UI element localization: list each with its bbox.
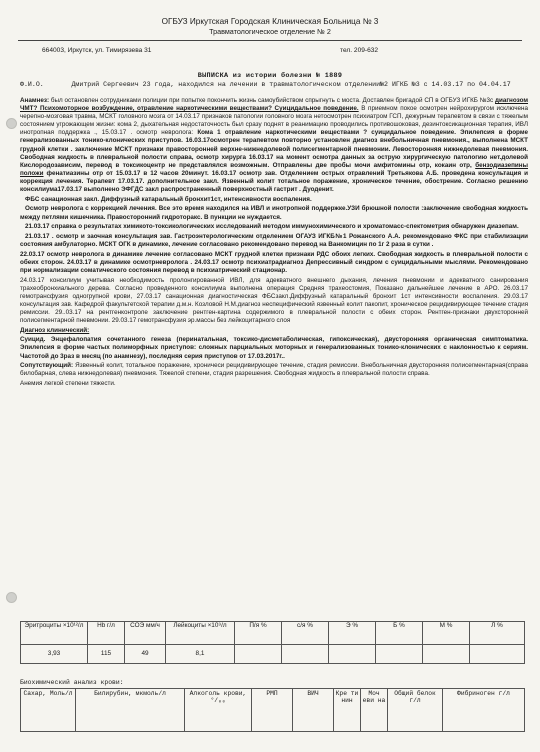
patient-info xyxy=(20,81,525,89)
anamnesis-text: был остановлен сотрудниками полиции при попытке покончить жизнь самоубийством спрыгнуть с моста. Доставлен бригадой СП в ОГБУЗ ИГКБ №3с xyxy=(50,97,494,104)
document-title: ВЫПИСКА из истории болезни № 1889 xyxy=(197,72,343,80)
anamnesis-text: Эпилепсия в форме генерализованных тонико-клонических приступов. 16.03.17осмотрен терапевтом повторно установлен диагноз внебольничная пневмония., выполнена МСКТ грудной клетки . заключение МСКТ признаки правосторонней верхне-нижнедолевой полисегментарной пневмонии. Левосторонняя нижнедолевая пневмония. Свободная жидкость в плевральной полости справа, осмотр хирурга 16.03.17 на момент осмотра данных за острую хирургическую патологию нет.долевой Кислородозависим, перевод в токсикоцентр не представлялся возможным. Отправлены две пробы мочи амфитомины отр, кокаин отр, xyxy=(20,129,528,169)
hospital-phone: тел. 209-632 xyxy=(340,47,379,54)
hospital-address: 664003, Иркутск, ул. Тимирязева 31 xyxy=(42,47,152,54)
table-header-cell: Фибриноген г/л xyxy=(443,689,525,732)
anamnesis-paragraph xyxy=(20,97,528,194)
table-header-cell: РМП xyxy=(252,689,293,732)
hospital-name: ОГБУЗ Иркутская Городская Клиническая Больница № 3 xyxy=(161,17,379,26)
table-header-cell: Лейкоциты ×10⁹/л xyxy=(166,622,235,645)
diagnosis-main: Суицид. Энцефалопатия сочетанного генеза (перинатальная, токсико-дисметаболическая, гипоксическая), двусторонняя органическая симптоматика. Эпилепсия в форме частых полиморфных приступов: сложных парциальных моторных и генерализованных тонико-клонических с наклонностью к сериям. Частотой до 3раз в месяц (по анамнезу), последняя серия приступов от 17.03.2017г.. xyxy=(20,336,528,360)
table-cell xyxy=(282,645,329,664)
consultation-text: 21.03.17 . осмотр и заочная консультация зав. Гастроэнтерологическим отделением ОГАУЗ ИГКБ№1 Рожанского А.А. рекомендовано ФКС при стабилизации состояния амбулаторно. МСКТ ОГК в динамике, лечение согласовано рекомендовано xyxy=(20,232,528,248)
biochemistry-table xyxy=(20,688,525,732)
table-header-cell: с/я % xyxy=(282,622,329,645)
punch-hole xyxy=(6,118,17,129)
anamnesis-text: фенатиазины отр от 15.03.17 в 12 часов 20минут. 16.03.17 осмотр зав. Отделением острых отравлений Третьякова А.Б. проведена консультация и коррекция лечения. Терапевт 17.03.17. дополнительное закл. Язвенный колит тотальное поражение, хроническое течение, обострение. Согласно решению консилиума17.03.17 выполнено ЭФГДС закл распространенный поверхностный гастрит . Дуоденит. xyxy=(20,169,529,194)
fio-text: Дмитрий Сергеевич 23 года, находился на лечении в травматологическом отделении№2 ИГКБ №3 с 14.03.17 по 04.04.17 xyxy=(71,81,511,88)
table-header-cell: Кре ти нин xyxy=(334,689,361,732)
comorbid-text: Язвенный колит, тотальное поражение, хроничеси рецидивирующее течение, стадия ремиссии. Внебольничная двусторонняя полисегментарная(справа билобарная, слева нижнедолевая) пневмония. Тяжелой степени, стадия разрешения. Свободная жидкость в плевральной полости справа. xyxy=(20,362,528,378)
table-header-cell: Hb г/л xyxy=(88,622,125,645)
table-header-cell: Алкоголь крови, °/₀₀ xyxy=(185,689,252,732)
header-rule xyxy=(18,40,522,41)
table-header-cell: Б % xyxy=(376,622,423,645)
consultation-text: перевод на Ванкомицин по 1г 2 раза в сутки . xyxy=(291,240,434,248)
diagnosis-label: Диагноз клинический: xyxy=(20,326,90,334)
table-header-cell: П/я % xyxy=(235,622,282,645)
punch-hole xyxy=(6,592,17,603)
table-header-cell: Билирубин, мкмоль/л xyxy=(76,689,185,732)
fio-label: Ф.И.О. xyxy=(20,81,44,88)
fbs-paragraph: ФБС санационная закл. Диффузный катаральный бронхит1ст, интенсивности воспаления. xyxy=(25,195,312,203)
table-cell xyxy=(376,645,423,664)
table-header-cell: Сахар, Моль/л xyxy=(21,689,76,732)
consultation-paragraph xyxy=(20,233,528,249)
neurologist-paragraph: Осмотр невролога с коррекцией лечения. Все это время находился на ИВЛ и инотропной поддержке.УЗИ брюшной полости :заключение свободная жидкость между петлями кишечника. Правосторонний гидроторакс. В пункции не нуждается. xyxy=(20,205,528,221)
table-header-cell: Л % xyxy=(470,622,525,645)
toxicology-paragraph: 21.03.17 справка о результатах химикото-токсикологических исследований методом иммунохимического и хроматомасс-спектометрия обнаружен диазепам. xyxy=(25,223,519,231)
biochemistry-label: Биохимический анализ крови: xyxy=(20,679,124,686)
table-cell: 115 xyxy=(88,645,125,664)
admission-diagnosis: диагнозом ЧМТ? Психомоторное возбуждение, отравление наркотическими веществами? Суицидальное поведение. xyxy=(20,97,528,113)
table-header-cell: М % xyxy=(423,622,470,645)
table-header-cell: Моч еви на xyxy=(361,689,388,732)
dynamics-paragraph: 22.03.17 осмотр невролога в динамике лечение согласовано МСКТ грудной клетки признаки РДС обоих легких. Свободная жидкость в плевральной полости с обеих сторон. 24.03.17 в динамике осмотрневролога . 24.03.17 осмотр психиатрадиагноз Депрессивный синдром с суицидальными мыслями. Рекомендовано при нормализации соматического состояния перевод в психиатрический стационар. xyxy=(20,250,528,274)
anamnesis-text: Кома 1 отравление наркотическими веществами ? суицидальное поведение. xyxy=(197,129,456,137)
anamnesis-text: В приемном покое осмотрен нейрохирургом исключена черепно-мозговая травма, МСКТ головного мозга от 14.03.17 признаков патологии головного мозга нетосмотрен психиатром ГСП, дежурным терапевтом в связи с тяжелым состоянием угрожающем жизни: кома 2, дыхательная недостаточность был сразу поднят в реанимацию проводились противошоковая, дезинтоксикационная терапия, ИВЛ инотропная поддержка ., 15.03.17 . осмотр невролога: xyxy=(20,105,528,137)
table-header-cell: ВИЧ xyxy=(293,689,334,732)
table-header-cell: Эритроциты ×10¹²/л xyxy=(21,622,88,645)
anamnesis-label: Анамнез: xyxy=(20,97,50,104)
table-cell: 3,93 xyxy=(21,645,88,664)
table-cell xyxy=(329,645,376,664)
department-name: Травматологическое отделение № 2 xyxy=(209,27,331,36)
council-paragraph: 24.03.17 консилиум учитывая необходимость пролонгированной ИВЛ, для адекватного внешнего дыхания, лечения пневмонии и адекватного санирования трахеобронхиального дерева. Согласно проведенного консилиума выполнена операция Средняя трахеостомия, Показано дальнейшее лечение в АРО. 26.03.17 гемотрансфузия одногрупной крови, 27.03.17 санационная диагностическая ФБСзакл.Диффузный катаральный бронхит 1ст интенсивности воспаления. 29.03.17 консультация зав. Кафедрой факультетской терапии д.м.н. Козловой Н.М.диагноз неспецифический язвенный колит пакопит, хроническое рецидивирующее течение стадия ремиссии. 29..03.17 на рентгенконтроле заключение рентген-картина содержимого в плевральной полости с обеих сторон. Рентген-признаки двухсторонней полисегментарной пневмонии. 29.03.17 гемотрансфузия эр.массы без лейкоцитарного слоя xyxy=(20,276,528,324)
table-header-cell: Э % xyxy=(329,622,376,645)
table-cell xyxy=(423,645,470,664)
comorbid-paragraph xyxy=(20,362,528,378)
table-cell: 8,1 xyxy=(166,645,235,664)
anamnesis-text: бензодиазепины положи xyxy=(20,161,528,177)
table-cell: 49 xyxy=(125,645,166,664)
table-header-cell: СОЭ мм/ч xyxy=(125,622,166,645)
table-header-cell: Общий белок г/л xyxy=(388,689,443,732)
table-cell xyxy=(235,645,282,664)
document-body xyxy=(20,97,528,390)
table-cell xyxy=(470,645,525,664)
anemia-text: Анемия легкой степени тяжести. xyxy=(20,380,116,388)
comorbid-label: Сопутствующий: xyxy=(20,362,74,370)
blood-count-table xyxy=(20,621,525,664)
